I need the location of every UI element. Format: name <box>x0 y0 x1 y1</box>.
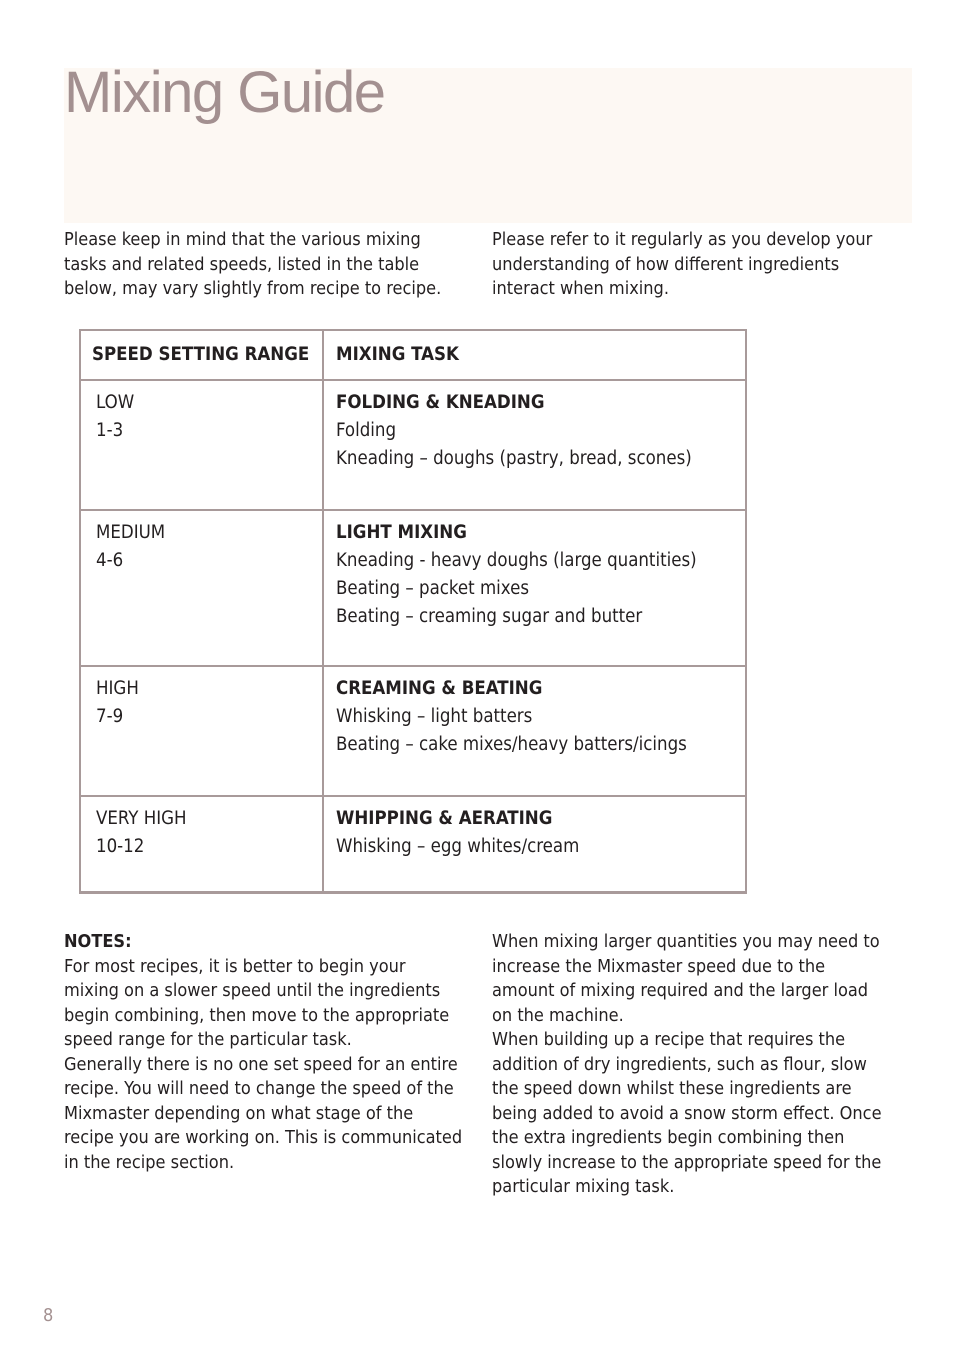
mixing-task-cell <box>323 510 746 666</box>
task-title: LIGHT MIXING <box>336 522 467 543</box>
table-row <box>80 380 746 510</box>
intro-left-paragraph: Please keep in mind that the various mixing tasks and related speeds, listed in the table below, may vary slightly from recipe to recipe. <box>64 229 442 299</box>
speed-name: HIGH <box>96 678 139 699</box>
task-line: Folding <box>336 420 397 441</box>
notes-right-column <box>492 930 892 1200</box>
speed-range-cell <box>80 796 323 893</box>
task-line: Beating – cake mixes/heavy batters/icings <box>336 734 687 755</box>
speed-name: MEDIUM <box>96 522 166 543</box>
notes-paragraph: For most recipes, it is better to begin your mixing on a slower speed until the ingredients begin combining, then move to the appropriate speed range for the particular task. <box>64 955 450 1050</box>
speed-numbers: 4-6 <box>96 550 124 571</box>
speed-range-cell <box>80 380 323 510</box>
notes-paragraph: When mixing larger quantities you may need to increase the Mixmaster speed due to the amount of mixing required and the larger load on the machine. <box>492 931 880 1026</box>
task-line: Beating – packet mixes <box>336 578 529 599</box>
task-title: CREAMING & BEATING <box>336 678 543 699</box>
notes-left-column <box>64 930 464 1175</box>
speed-numbers: 10-12 <box>96 836 145 857</box>
notes-paragraph: When building up a recipe that requires the addition of dry ingredients, such as flour, slow the speed down whilst these ingredients are being added to avoid a snow storm effect. Once the extra ingredients begin combining then slowly increase to the appropriate speed for the particular mixing task. <box>492 1029 882 1197</box>
task-line: Beating – creaming sugar and butter <box>336 606 643 627</box>
mixing-task-cell <box>323 666 746 796</box>
task-line: Whisking – egg whites/cream <box>336 836 580 857</box>
task-title: FOLDING & KNEADING <box>336 392 545 413</box>
column-header-mixing-task: MIXING TASK <box>323 330 746 380</box>
table-header-row <box>80 330 746 380</box>
column-header-speed-range: SPEED SETTING RANGE <box>80 330 323 380</box>
speed-numbers: 1-3 <box>96 420 124 441</box>
speed-range-cell <box>80 510 323 666</box>
page-title: Mixing Guide <box>64 60 385 125</box>
task-title: WHIPPING & AERATING <box>336 808 553 829</box>
speed-range-cell <box>80 666 323 796</box>
table-row <box>80 796 746 893</box>
speed-name: LOW <box>96 392 135 413</box>
page-number: 8 <box>43 1305 54 1326</box>
intro-right-paragraph: Please refer to it regularly as you develop your understanding of how different ingredients interact when mixing. <box>492 229 873 299</box>
speed-name: VERY HIGH <box>96 808 187 829</box>
table-row <box>80 510 746 666</box>
task-line: Kneading - heavy doughs (large quantities) <box>336 550 697 571</box>
speed-numbers: 7-9 <box>96 706 124 727</box>
task-line: Whisking – light batters <box>336 706 533 727</box>
notes-paragraph: Generally there is no one set speed for an entire recipe. You will need to change the speed of the Mixmaster depending on what stage of the recipe you are working on. This is communicated in the recipe section. <box>64 1053 463 1173</box>
task-line: Kneading – doughs (pastry, bread, scones) <box>336 448 692 469</box>
mixing-task-cell <box>323 380 746 510</box>
mixing-guide-table <box>79 329 747 894</box>
notes-heading: NOTES: <box>64 931 132 952</box>
mixing-task-cell <box>323 796 746 893</box>
table-row <box>80 666 746 796</box>
